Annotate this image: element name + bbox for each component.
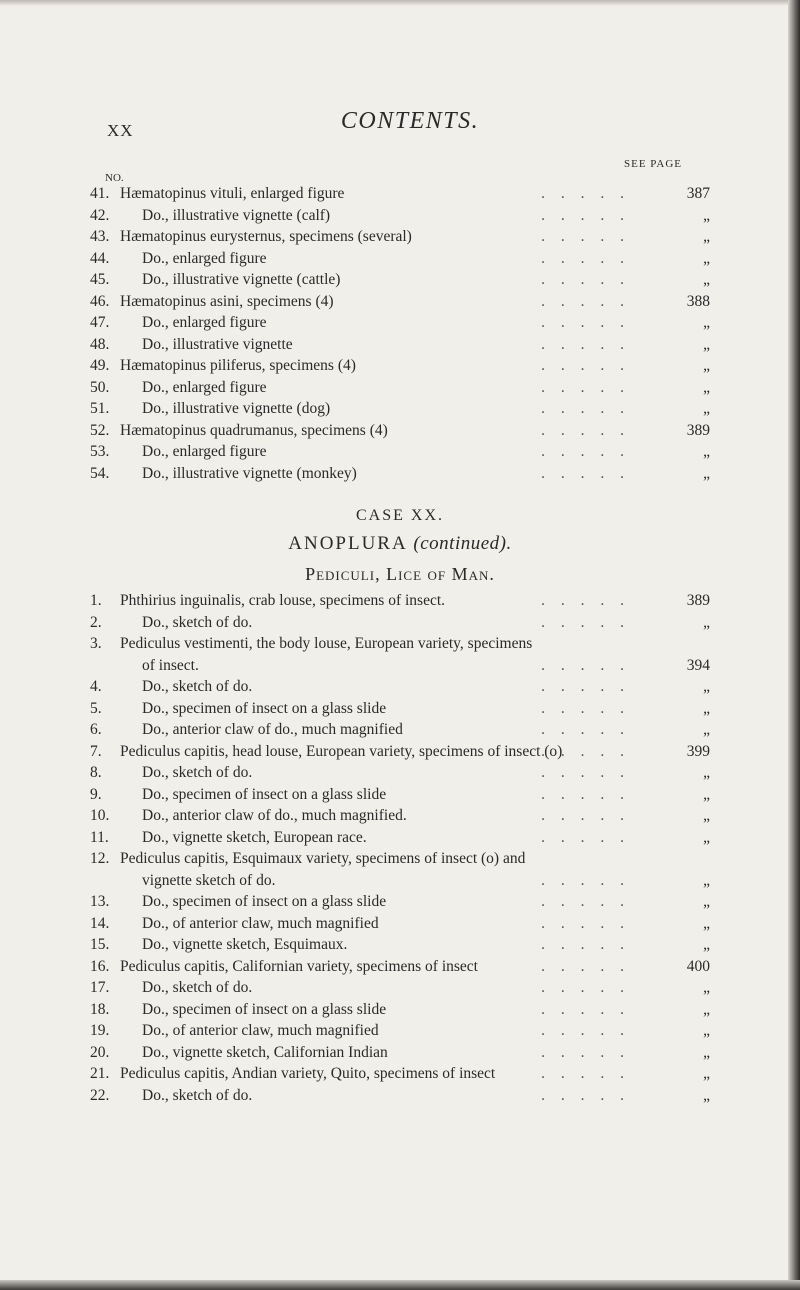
list-item: [90, 913, 710, 935]
item-description: Do., illustrative vignette: [142, 335, 293, 353]
item-number: 20.: [90, 1043, 110, 1061]
page-reference: „: [703, 871, 710, 889]
list-item: [90, 977, 710, 999]
item-description: Do., vignette sketch, European race.: [142, 828, 367, 846]
item-number: 6.: [90, 721, 102, 738]
item-number: 15.: [90, 936, 110, 953]
page-reference: „: [703, 400, 710, 417]
leader-dots: . . . . .: [541, 271, 630, 288]
list-item: [90, 870, 710, 892]
list-item: [90, 698, 710, 720]
list-item: [90, 398, 710, 420]
list-item: [90, 612, 710, 634]
page-reference: „: [703, 807, 710, 824]
item-description: Do., specimen of insect on a glass slide: [142, 1000, 387, 1018]
list-item: [90, 420, 710, 442]
item-description: Do., sketch of do.: [142, 979, 253, 996]
number-column-label: NO.: [105, 172, 124, 184]
item-description: vignette sketch of do.: [142, 871, 276, 889]
item-number: 18.: [90, 1000, 110, 1018]
item-number: 2.: [90, 613, 102, 631]
leader-dots: . . . . .: [541, 807, 630, 824]
leader-dots: . . . . .: [541, 1086, 630, 1104]
leader-dots: . . . . .: [541, 936, 630, 953]
page-reference: „: [703, 271, 710, 288]
leader-dots: . . . . .: [541, 400, 630, 417]
page-reference: „: [703, 1043, 710, 1061]
item-number: 45.: [90, 271, 110, 288]
page-reference: 399: [686, 742, 710, 760]
leader-dots: . . . . .: [541, 335, 630, 353]
leader-dots: . . . . .: [541, 678, 630, 695]
item-description: Do., vignette sketch, Californian Indian: [142, 1043, 388, 1061]
page-reference: 389: [686, 421, 710, 439]
item-description: Do., sketch of do.: [142, 678, 253, 695]
item-number: 1.: [90, 592, 102, 609]
item-number: 10.: [90, 807, 110, 824]
item-description: Do., enlarged figure: [142, 443, 267, 460]
item-number: 42.: [90, 206, 110, 224]
list-item: [90, 805, 710, 827]
leader-dots: . . . . .: [541, 871, 630, 889]
leader-dots: . . . . .: [541, 378, 630, 396]
page-reference: „: [703, 314, 710, 331]
item-description: Do., enlarged figure: [142, 378, 267, 396]
list-item: [90, 334, 710, 356]
contents-list-first: [90, 183, 710, 484]
leader-dots: . . . . .: [541, 828, 630, 846]
item-description: of insect.: [142, 656, 199, 674]
item-number: 54.: [90, 464, 110, 482]
leader-dots: . . . . .: [541, 1043, 630, 1061]
case-heading: CASE XX.: [355, 507, 444, 524]
list-item: [90, 269, 710, 291]
page-reference: „: [703, 1022, 710, 1039]
item-description: Hæmatopinus quadrumanus, specimens (4): [120, 421, 388, 439]
book-spine-edge: [788, 0, 800, 1290]
item-number: 14.: [90, 914, 110, 932]
item-description: Do., anterior claw of do., much magnified: [142, 721, 403, 738]
item-description: Pediculus capitis, head louse, European variety, specimens of insect (o): [120, 742, 563, 760]
list-item: [90, 205, 710, 227]
leader-dots: . . . . .: [541, 914, 630, 932]
item-description: Do., illustrative vignette (dog): [142, 400, 331, 417]
contents-list-second: [90, 590, 710, 1106]
item-number: 21.: [90, 1065, 110, 1082]
list-item: [90, 1042, 710, 1064]
item-description: Do., sketch of do.: [142, 613, 253, 631]
family-heading: Pediculi, Lice of Man.: [305, 564, 495, 584]
item-number: 44.: [90, 249, 110, 267]
item-description: Do., illustrative vignette (calf): [142, 206, 331, 224]
list-item: [90, 784, 710, 806]
leader-dots: . . . . .: [541, 699, 630, 717]
leader-dots: . . . . .: [541, 1065, 630, 1082]
list-item: [90, 355, 710, 377]
page-reference: „: [703, 699, 710, 717]
list-item: [90, 762, 710, 784]
item-description: Hæmatopinus asini, specimens (4): [120, 292, 334, 310]
page-reference: „: [703, 828, 710, 846]
running-title: CONTENTS.: [340, 108, 480, 134]
page-reference: „: [703, 764, 710, 781]
list-item: [90, 633, 710, 655]
leader-dots: . . . . .: [541, 443, 630, 460]
leader-dots: . . . . .: [541, 656, 630, 674]
list-item: [90, 248, 710, 270]
item-number: 13.: [90, 893, 110, 910]
item-description: Phthirius inguinalis, crab louse, specimens of insect.: [120, 592, 446, 609]
item-number: 5.: [90, 699, 102, 717]
page-top-edge: [0, 0, 800, 6]
see-page-label: SEE PAGE: [624, 158, 683, 170]
item-number: 22.: [90, 1086, 110, 1104]
item-number: 41.: [90, 185, 110, 202]
list-item: [90, 590, 710, 612]
item-description: Do., of anterior claw, much magnified: [142, 1022, 379, 1039]
page-reference: „: [703, 443, 710, 460]
leader-dots: . . . . .: [541, 893, 630, 910]
page-reference: „: [703, 378, 710, 396]
order-heading: [0, 533, 800, 555]
leader-dots: . . . . .: [541, 764, 630, 781]
list-item: [90, 999, 710, 1021]
list-item: [90, 1020, 710, 1042]
leader-dots: . . . . .: [541, 464, 630, 482]
leader-dots: . . . . .: [541, 421, 630, 439]
page-reference: „: [703, 1086, 710, 1104]
item-number: 9.: [90, 785, 102, 803]
page-reference: „: [703, 678, 710, 695]
list-item: [90, 183, 710, 205]
item-description: Pediculus capitis, Californian variety, specimens of insect: [120, 957, 478, 975]
leader-dots: . . . . .: [541, 206, 630, 224]
item-number: 47.: [90, 314, 110, 331]
list-item: [90, 226, 710, 248]
leader-dots: . . . . .: [541, 357, 630, 374]
item-number: 17.: [90, 979, 110, 996]
item-description: Hæmatopinus vituli, enlarged figure: [120, 185, 345, 202]
item-number: 50.: [90, 378, 110, 396]
item-number: 3.: [90, 635, 102, 652]
order-name: ANOPLURA: [288, 533, 407, 554]
list-item: [90, 1085, 710, 1107]
page-bottom-edge: [0, 1280, 800, 1290]
item-description: Pediculus capitis, Esquimaux variety, specimens of insect (o) and: [120, 850, 526, 867]
page-reference: „: [703, 335, 710, 353]
page-reference: „: [703, 936, 710, 953]
list-item: [90, 463, 710, 485]
item-description: Do., enlarged figure: [142, 314, 267, 331]
leader-dots: . . . . .: [541, 613, 630, 631]
page-reference: „: [703, 979, 710, 996]
item-number: 48.: [90, 335, 110, 353]
page-reference: „: [703, 228, 710, 245]
item-number: 19.: [90, 1022, 110, 1039]
item-description: Do., sketch of do.: [142, 1086, 253, 1104]
list-item: [90, 934, 710, 956]
item-description: Do., illustrative vignette (cattle): [142, 271, 341, 288]
list-item: [90, 377, 710, 399]
leader-dots: . . . . .: [541, 292, 630, 310]
leader-dots: . . . . .: [541, 1000, 630, 1018]
list-item: [90, 291, 710, 313]
item-number: 12.: [90, 850, 110, 867]
item-description: Pediculus capitis, Andian variety, Quito, specimens of insect: [120, 1065, 496, 1082]
page-reference: „: [703, 357, 710, 374]
page-reference: 388: [686, 292, 710, 310]
leader-dots: . . . . .: [541, 785, 630, 803]
item-description: Hæmatopinus piliferus, specimens (4): [120, 357, 356, 374]
page-reference: „: [703, 1000, 710, 1018]
item-number: 46.: [90, 292, 110, 310]
item-number: 52.: [90, 421, 110, 439]
item-description: Pediculus vestimenti, the body louse, European variety, specimens: [120, 635, 533, 652]
page-reference: 387: [686, 185, 710, 202]
list-item: [90, 848, 710, 870]
leader-dots: . . . . .: [541, 979, 630, 996]
item-description: Do., sketch of do.: [142, 764, 253, 781]
page-reference: „: [703, 613, 710, 631]
item-description: Do., specimen of insect on a glass slide: [142, 699, 387, 717]
item-number: 7.: [90, 742, 102, 760]
page-reference: 389: [686, 592, 710, 609]
leader-dots: . . . . .: [541, 185, 630, 202]
list-item: [90, 1063, 710, 1085]
item-description: Do., enlarged figure: [142, 249, 267, 267]
list-item: [90, 441, 710, 463]
page-reference: „: [703, 464, 710, 482]
leader-dots: . . . . .: [541, 957, 630, 975]
page-reference: „: [703, 1065, 710, 1082]
leader-dots: . . . . .: [541, 721, 630, 738]
item-description: Do., vignette sketch, Esquimaux.: [142, 936, 348, 953]
item-description: Hæmatopinus eurysternus, specimens (several): [120, 228, 412, 245]
list-item: [90, 676, 710, 698]
leader-dots: . . . . .: [541, 228, 630, 245]
leader-dots: . . . . .: [541, 592, 630, 609]
leader-dots: . . . . .: [541, 742, 630, 760]
item-number: 11.: [90, 828, 109, 846]
list-item: [90, 655, 710, 677]
item-number: 49.: [90, 357, 110, 374]
page-reference: „: [703, 914, 710, 932]
page-reference: „: [703, 206, 710, 224]
list-item: [90, 741, 710, 763]
page-reference: „: [703, 893, 710, 910]
list-item: [90, 956, 710, 978]
leader-dots: . . . . .: [541, 1022, 630, 1039]
item-number: 4.: [90, 678, 102, 695]
list-item: [90, 827, 710, 849]
page-number: XX: [107, 121, 134, 140]
leader-dots: . . . . .: [541, 314, 630, 331]
page-reference: „: [703, 249, 710, 267]
item-description: Do., specimen of insect on a glass slide: [142, 893, 387, 910]
list-item: [90, 891, 710, 913]
item-number: 16.: [90, 957, 110, 975]
page-reference: 394: [686, 656, 710, 674]
item-number: 53.: [90, 443, 110, 460]
item-description: Do., illustrative vignette (monkey): [142, 464, 357, 482]
list-item: [90, 719, 710, 741]
item-description: Do., specimen of insect on a glass slide: [142, 785, 387, 803]
item-number: 51.: [90, 400, 110, 417]
item-number: 8.: [90, 764, 102, 781]
page-reference: „: [703, 785, 710, 803]
item-description: Do., anterior claw of do., much magnified.: [142, 807, 407, 824]
leader-dots: . . . . .: [541, 249, 630, 267]
item-number: 43.: [90, 228, 110, 245]
item-description: Do., of anterior claw, much magnified: [142, 914, 379, 932]
page-reference: 400: [686, 957, 710, 975]
order-note: (continued).: [413, 533, 512, 554]
page-reference: „: [703, 721, 710, 738]
list-item: [90, 312, 710, 334]
